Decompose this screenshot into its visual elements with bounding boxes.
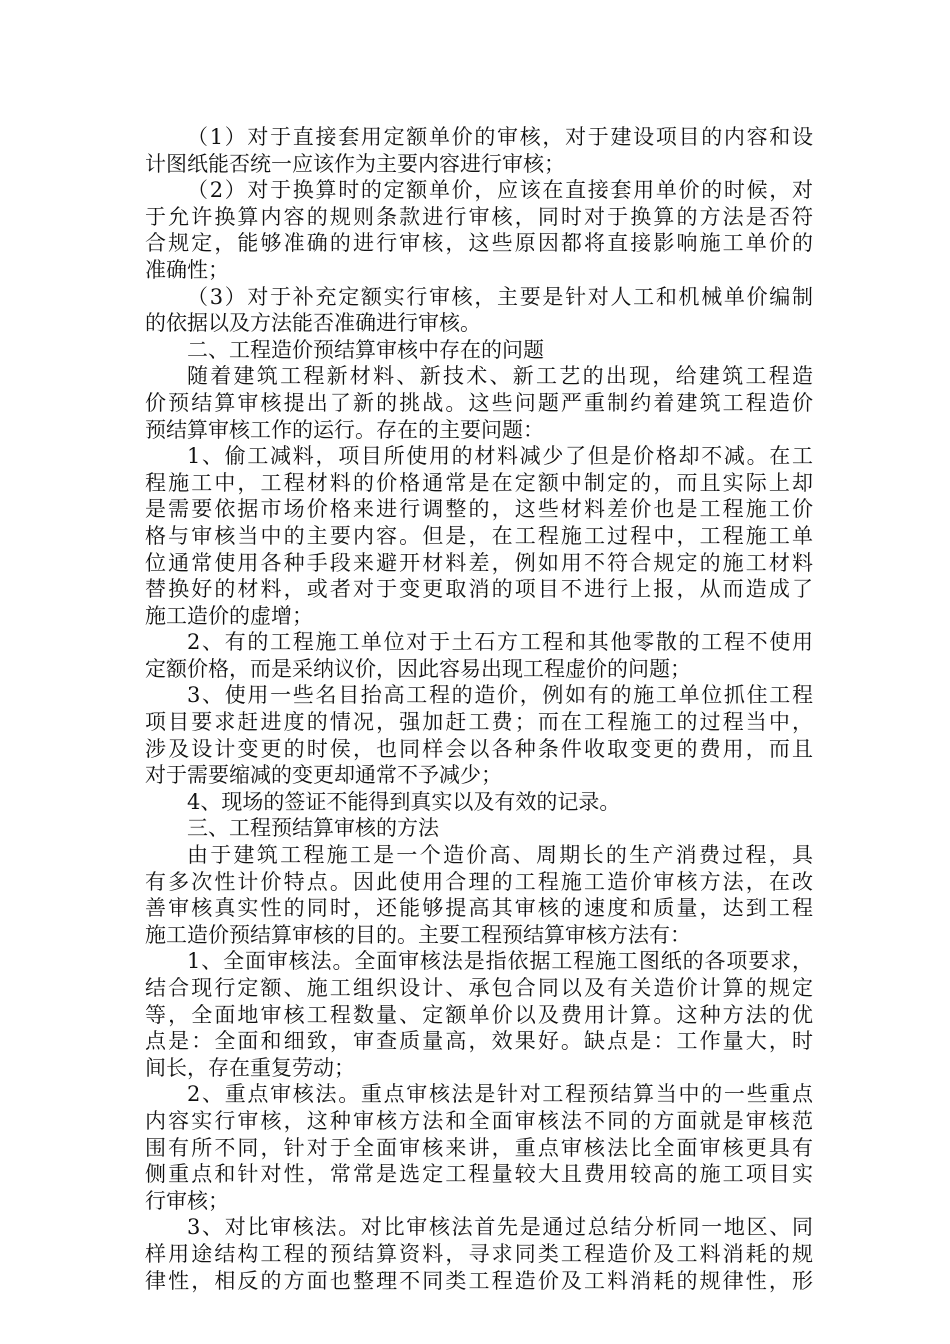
text-line: 二、工程造价预结算审核中存在的问题 [187,337,544,362]
text-line: 结合现行定额、施工组织设计、承包合同以及有关造价计算的规定 [145,976,813,1000]
text-line: 施工造价预结算审核的目的。主要工程预结算审核方法有： [145,922,691,947]
text-line: 2、重点审核法。重点审核法是针对工程预结算当中的一些重点 [187,1082,813,1107]
text-line: 项目要求赶进度的情况，强加赶工费；而在工程施工的过程当中， [145,710,813,735]
text-line: 的依据以及方法能否准确进行审核。 [145,311,481,336]
text-line: 侧重点和针对性，常常是选定工程量较大且费用较高的施工项目实 [145,1162,813,1187]
text-line: （3）对于补充定额实行审核，主要是针对人工和机械单价编制 [187,284,813,309]
text-line: 计图纸能否统一应该作为主要内容进行审核； [145,151,565,176]
text-line: 三、工程预结算审核的方法 [187,816,439,841]
text-line: 合规定，能够准确的进行审核，这些原因都将直接影响施工单价的 [145,231,813,256]
text-line: 是需要依据市场价格来进行调整的，这些材料差价也是工程施工价 [145,497,813,522]
document-page [145,124,813,1294]
text-line: 1、全面审核法。全面审核法是指依据工程施工图纸的各项要求， [187,949,813,974]
text-line: 价预结算审核提出了新的挑战。这些问题严重制约着建筑工程造价 [145,390,813,415]
text-line: 点是：全面和细致，审查质量高，效果好。缺点是：工作量大，时 [145,1029,813,1054]
text-line: 善审核真实性的同时，还能够提高其审核的速度和质量，达到工程 [145,896,813,921]
text-line: 随着建筑工程新材料、新技术、新工艺的出现，给建筑工程造 [187,364,813,389]
text-line: 3、对比审核法。对比审核法首先是通过总结分析同一地区、同 [187,1215,813,1240]
text-line: （1）对于直接套用定额单价的审核，对于建设项目的内容和设 [187,125,813,149]
text-line: 准确性； [145,257,229,282]
text-line: 围有所不同，针对于全面审核来讲，重点审核法比全面审核更具有 [145,1135,813,1160]
text-line: 4、现场的签证不能得到真实以及有效的记录。 [187,789,621,814]
text-line: 程施工中，工程材料的价格通常是在定额中制定的，而且实际上却 [145,470,813,495]
text-line: 有多次性计价特点。因此使用合理的工程施工造价审核方法，在改 [145,869,813,894]
text-line: 2、有的工程施工单位对于土石方工程和其他零散的工程不使用 [187,630,813,655]
text-line: 格与审核当中的主要内容。但是，在工程施工过程中，工程施工单 [145,523,813,548]
text-line: 律性，相反的方面也整理不同类工程造价及工料消耗的规律性，形 [145,1268,813,1293]
text-line: 替换好的材料，或者对于变更取消的项目不进行上报，从而造成了 [145,577,813,602]
text-line: 对于需要缩减的变更却通常不予减少； [145,763,502,788]
text-line: 等，全面地审核工程数量、定额单价以及费用计算。这种方法的优 [145,1002,813,1027]
text-line: 样用途结构工程的预结算资料，寻求同类工程造价及工料消耗的规 [145,1241,813,1266]
text-line: 涉及设计变更的时侯，也同样会以各种条件收取变更的费用，而且 [145,736,813,761]
text-line: 间长，存在重复劳动； [145,1055,355,1080]
text-line: 施工造价的虚增； [145,603,313,628]
text-line: （2）对于换算时的定额单价，应该在直接套用单价的时候，对 [187,178,813,203]
text-line: 3、使用一些名目抬高工程的造价，例如有的施工单位抓住工程 [187,683,813,708]
text-line: 预结算审核工作的运行。存在的主要问题： [145,417,544,442]
text-line: 行审核； [145,1188,229,1213]
text-line: 位通常使用各种手段来避开材料差，例如用不符合规定的施工材料 [145,550,813,575]
text-line: 由于建筑工程施工是一个造价高、周期长的生产消费过程，具 [187,843,813,868]
text-line: 定额价格，而是采纳议价，因此容易出现工程虚价的问题； [145,656,691,681]
text-line: 于允许换算内容的规则条款进行审核，同时对于换算的方法是否符 [145,204,813,229]
text-line: 内容实行审核，这种审核方法和全面审核法不同的方面就是审核范 [145,1108,813,1133]
text-line: 1、偷工减料，项目所使用的材料减少了但是价格却不减。在工 [187,444,813,469]
